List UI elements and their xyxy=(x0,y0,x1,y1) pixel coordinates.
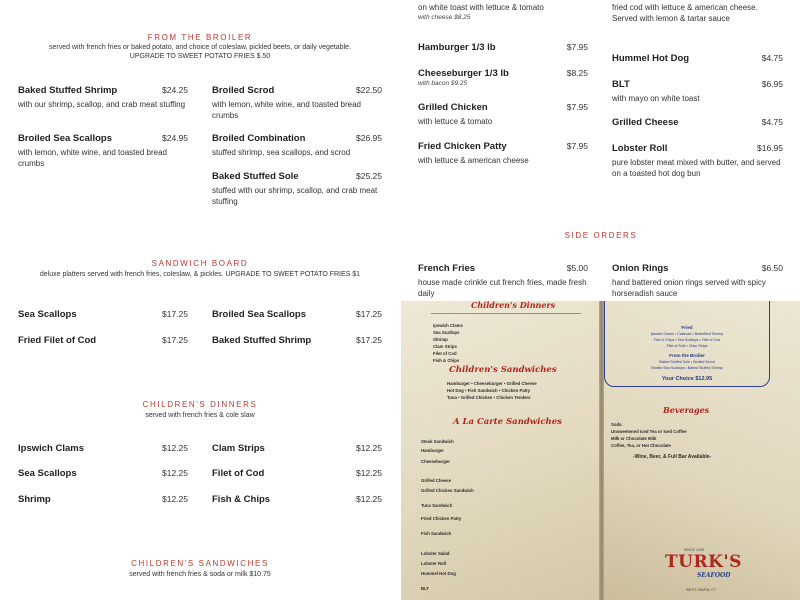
section-title-childrens-sandwiches: CHILDREN'S SANDWICHES xyxy=(131,559,269,568)
item-price: $26.95 xyxy=(356,133,382,143)
item-desc: with lettuce & tomato xyxy=(418,117,493,126)
item-desc: hand battered onion rings served with spicy horseradish sauce xyxy=(612,278,766,298)
item-price: $6.95 xyxy=(761,79,783,89)
item-name: Broiled Scrod xyxy=(212,85,275,96)
section-subtitle-childrens-sandwiches: served with french fries & soda or milk $10.75 xyxy=(129,571,271,578)
photo-text: Ipswich Clams • Calamari • Butterflied Shrimp xyxy=(650,332,724,336)
item-name: Onion Rings xyxy=(612,263,669,274)
item-price: $17.25 xyxy=(356,335,382,345)
item-name: Cheeseburger 1/3 lb xyxy=(418,68,509,79)
menu-item-blt xyxy=(612,79,783,104)
item-price: $12.25 xyxy=(162,494,188,504)
item-name: Broiled Sea Scallops xyxy=(212,309,306,320)
photo-text: Steak Sandwich xyxy=(421,439,454,444)
photo-text: Filet of Cod xyxy=(433,351,457,356)
item-price: $17.25 xyxy=(162,335,188,345)
photo-text: Ipswich Clams xyxy=(433,323,463,328)
item-name: Grilled Chicken xyxy=(418,102,488,113)
photo-text: Clam Strips xyxy=(433,344,457,349)
item-name: Hamburger 1/3 lb xyxy=(418,42,496,53)
section-title-sandwich-board: SANDWICH BOARD xyxy=(151,259,249,268)
section-subtitle-sandwich-board: deluxe platters served with french fries, coleslaw, & pickles. UPGRADE TO SWEET POTATO FRIES $1 xyxy=(39,271,361,278)
menu-item-shrimp xyxy=(18,494,188,505)
menu-item-hamburger xyxy=(418,42,588,53)
item-name: Hummel Hot Dog xyxy=(612,53,690,64)
item-name: Filet of Cod xyxy=(212,468,265,479)
photo-text: Fried Chicken Patty xyxy=(421,516,462,521)
menu-item-clam-strips xyxy=(212,443,382,454)
item-price: $12.25 xyxy=(356,468,382,478)
item-desc: with our shrimp, scallop, and crab meat stuffing xyxy=(18,100,186,109)
photo-text: Fish & Chips • Sea Scallops • Filet of Cod xyxy=(653,338,721,342)
item-name: Fish & Chips xyxy=(212,494,271,505)
photo-text: Coffee, Tea, or Hot Chocolate xyxy=(611,443,671,448)
menu-item-fish-and-chips xyxy=(212,494,382,505)
item-desc: with lemon, white wine, and toasted bread crumbs xyxy=(18,148,167,168)
photo-text: Hummel Hot Dog xyxy=(421,571,456,576)
photo-text: WEST HAVEN, CT xyxy=(686,588,717,592)
menu-item-grilled-chicken xyxy=(418,102,588,127)
item-price: $25.25 xyxy=(356,171,382,181)
item-desc: stuffed with our shrimp, scallop, and crab meat stuffing xyxy=(212,186,378,206)
section-title-broiler: FROM THE BROILER xyxy=(147,33,253,42)
item-desc: on white toast with lettuce & tomato xyxy=(418,3,544,12)
item-name: Fried Chicken Patty xyxy=(418,141,507,152)
item-desc: with mayo on white toast xyxy=(612,94,700,103)
photo-text: Lobster Salad xyxy=(421,551,450,556)
section-title-childrens-dinners: CHILDREN'S DINNERS xyxy=(142,400,258,409)
menu-item-steak-sandwich xyxy=(418,0,588,22)
photo-text: Soda xyxy=(611,422,622,427)
item-note: with cheese $8.25 xyxy=(418,14,471,21)
item-desc: fried cod with lettuce & american cheese. Served with lemon & tartar sauce xyxy=(612,3,758,23)
photo-text: Lobster Roll xyxy=(421,561,447,566)
item-name: Lobster Roll xyxy=(612,143,668,154)
menu-item-sea-scallops xyxy=(18,309,188,320)
item-desc: with lemon, white wine, and toasted bread crumbs xyxy=(212,100,361,120)
item-name: Sea Scallops xyxy=(18,468,77,479)
item-name: Fried Filet of Cod xyxy=(18,335,97,346)
photo-text: Tuna Sandwich xyxy=(421,503,453,508)
item-price: $7.95 xyxy=(566,141,588,151)
item-price: $5.00 xyxy=(566,263,588,273)
turks-logo: TURK'S xyxy=(665,552,742,572)
photo-heading-beverages: Beverages xyxy=(663,405,710,415)
photo-text: Unsweetened Iced Tea or Iced Coffee xyxy=(611,429,687,434)
photo-text: BLT xyxy=(421,586,430,591)
item-name: Broiled Sea Scallops xyxy=(18,133,112,144)
section-upgrade-note: UPGRADE TO SWEET POTATO FRIES $.50 xyxy=(129,53,271,60)
photo-text: Fried xyxy=(681,325,693,330)
menu-item-cheeseburger xyxy=(418,68,588,88)
photo-text: Filet of Sole • Clam Strips xyxy=(666,344,708,348)
menu-item-fish-sandwich xyxy=(612,0,783,24)
item-price: $24.95 xyxy=(162,133,188,143)
item-name: Baked Stuffed Shrimp xyxy=(212,335,312,346)
item-name: Clam Strips xyxy=(212,443,265,454)
turks-logo-sub: SEAFOOD xyxy=(697,572,731,579)
item-price: $24.25 xyxy=(162,85,188,95)
item-price: $22.50 xyxy=(356,85,382,95)
item-name: Broiled Combination xyxy=(212,133,306,144)
item-price: $8.25 xyxy=(566,68,588,78)
menu-item-grilled-cheese xyxy=(612,117,783,128)
item-price: $7.95 xyxy=(566,42,588,52)
item-price: $12.25 xyxy=(162,468,188,478)
photo-text: SINCE 1939 xyxy=(684,548,704,552)
photo-text: Fish Sandwich xyxy=(421,531,452,536)
photo-text: Hamburger xyxy=(421,448,444,453)
menu-item-broiled-sea-scallops xyxy=(18,133,188,169)
photo-text: -Wine, Beer, & Full Bar Available- xyxy=(633,454,712,460)
photo-text: From the Broiler xyxy=(669,353,705,358)
photo-text: Cheeseburger xyxy=(421,459,450,464)
menu-item-fried-filet-of-cod xyxy=(18,335,188,346)
menu-item-baked-stuffed-sole xyxy=(212,171,382,207)
menu-item-kids-sea-scallops xyxy=(18,468,188,479)
item-name: Shrimp xyxy=(18,494,51,505)
menu-item-onion-rings xyxy=(612,263,783,299)
photo-text: Shrimp xyxy=(433,337,448,342)
menu-item-broiled-combination xyxy=(212,133,382,158)
item-name: Sea Scallops xyxy=(18,309,77,320)
item-price: $4.75 xyxy=(761,117,783,127)
photo-text: Hot Dog • Fish Sandwich • Chicken Patty xyxy=(447,388,530,393)
photo-divider xyxy=(431,313,581,314)
menu-item-filet-of-cod xyxy=(212,468,382,479)
menu-item-lobster-roll xyxy=(612,143,783,179)
item-price: $12.25 xyxy=(356,443,382,453)
photo-heading-childrens-sandwiches: Children's Sandwiches xyxy=(449,365,557,375)
item-name: Grilled Cheese xyxy=(612,117,679,128)
item-price: $6.50 xyxy=(761,263,783,273)
photo-text: Grilled Chicken Sandwich xyxy=(421,488,474,493)
item-price: $17.25 xyxy=(162,309,188,319)
menu-item-ipswich-clams xyxy=(18,443,188,454)
menu-item-fried-chicken-patty xyxy=(418,141,588,166)
item-price: $12.25 xyxy=(162,443,188,453)
item-desc: pure lobster meat mixed with butter, and served on a toasted hot dog bun xyxy=(612,158,781,178)
item-desc: with lettuce & american cheese xyxy=(418,156,529,165)
item-name: BLT xyxy=(612,79,630,90)
item-name: Baked Stuffed Sole xyxy=(212,171,299,182)
item-note: with bacon $9.25 xyxy=(418,80,468,87)
menu-item-hummel-hot-dog xyxy=(612,53,783,64)
item-price: $17.25 xyxy=(356,309,382,319)
section-title-side-orders: SIDE ORDERS xyxy=(564,231,638,240)
item-name xyxy=(612,0,783,1)
item-name xyxy=(418,0,588,1)
item-price: $16.95 xyxy=(757,143,783,153)
photo-text: Hamburger • Cheeseburger • Grilled Cheese xyxy=(447,381,537,386)
photo-heading-childrens-dinners: Children's Dinners xyxy=(471,301,556,310)
menu-photo xyxy=(401,301,800,600)
item-price: $7.95 xyxy=(566,102,588,112)
menu-item-baked-stuffed-shrimp-platter xyxy=(212,335,382,346)
menu-item-broiled-scrod xyxy=(212,85,382,121)
photo-text: Sea Scallops xyxy=(433,330,460,335)
photo-text: Your Choice $12.95 xyxy=(661,376,713,382)
menu-item-broiled-sea-scallops-platter xyxy=(212,309,382,320)
photo-text: Grilled Cheese xyxy=(421,478,452,483)
menu-item-french-fries xyxy=(418,263,588,299)
item-name: French Fries xyxy=(418,263,476,274)
photo-text: Baked Stuffed Sole • Broiled Scrod xyxy=(659,360,715,364)
photo-text: Milk or Chocolate Milk xyxy=(611,436,657,441)
photo-text: Tuna • Grilled Chicken • Chicken Tenders xyxy=(447,395,531,400)
photo-text: Fish & Chips xyxy=(433,358,460,363)
item-price: $12.25 xyxy=(356,494,382,504)
menu-item-baked-stuffed-shrimp xyxy=(18,85,188,110)
photo-text: Broiled Sea Scallops • Baked Stuffed Shrimp xyxy=(651,366,723,370)
photo-heading-a-la-carte: A La Carte Sandwiches xyxy=(453,417,562,427)
section-subtitle-broiler: served with french fries or baked potato, and choice of coleslaw, pickled beets, or daily vegetable. xyxy=(49,44,351,51)
item-price: $4.75 xyxy=(761,53,783,63)
section-subtitle-childrens-dinners: served with french fries & cole slaw xyxy=(145,412,255,419)
item-name: Baked Stuffed Shrimp xyxy=(18,85,118,96)
item-desc: house made crinkle cut french fries, made fresh daily xyxy=(418,278,587,298)
item-name: Ipswich Clams xyxy=(18,443,84,454)
item-desc: stuffed shrimp, sea scallops, and scrod xyxy=(212,148,351,157)
